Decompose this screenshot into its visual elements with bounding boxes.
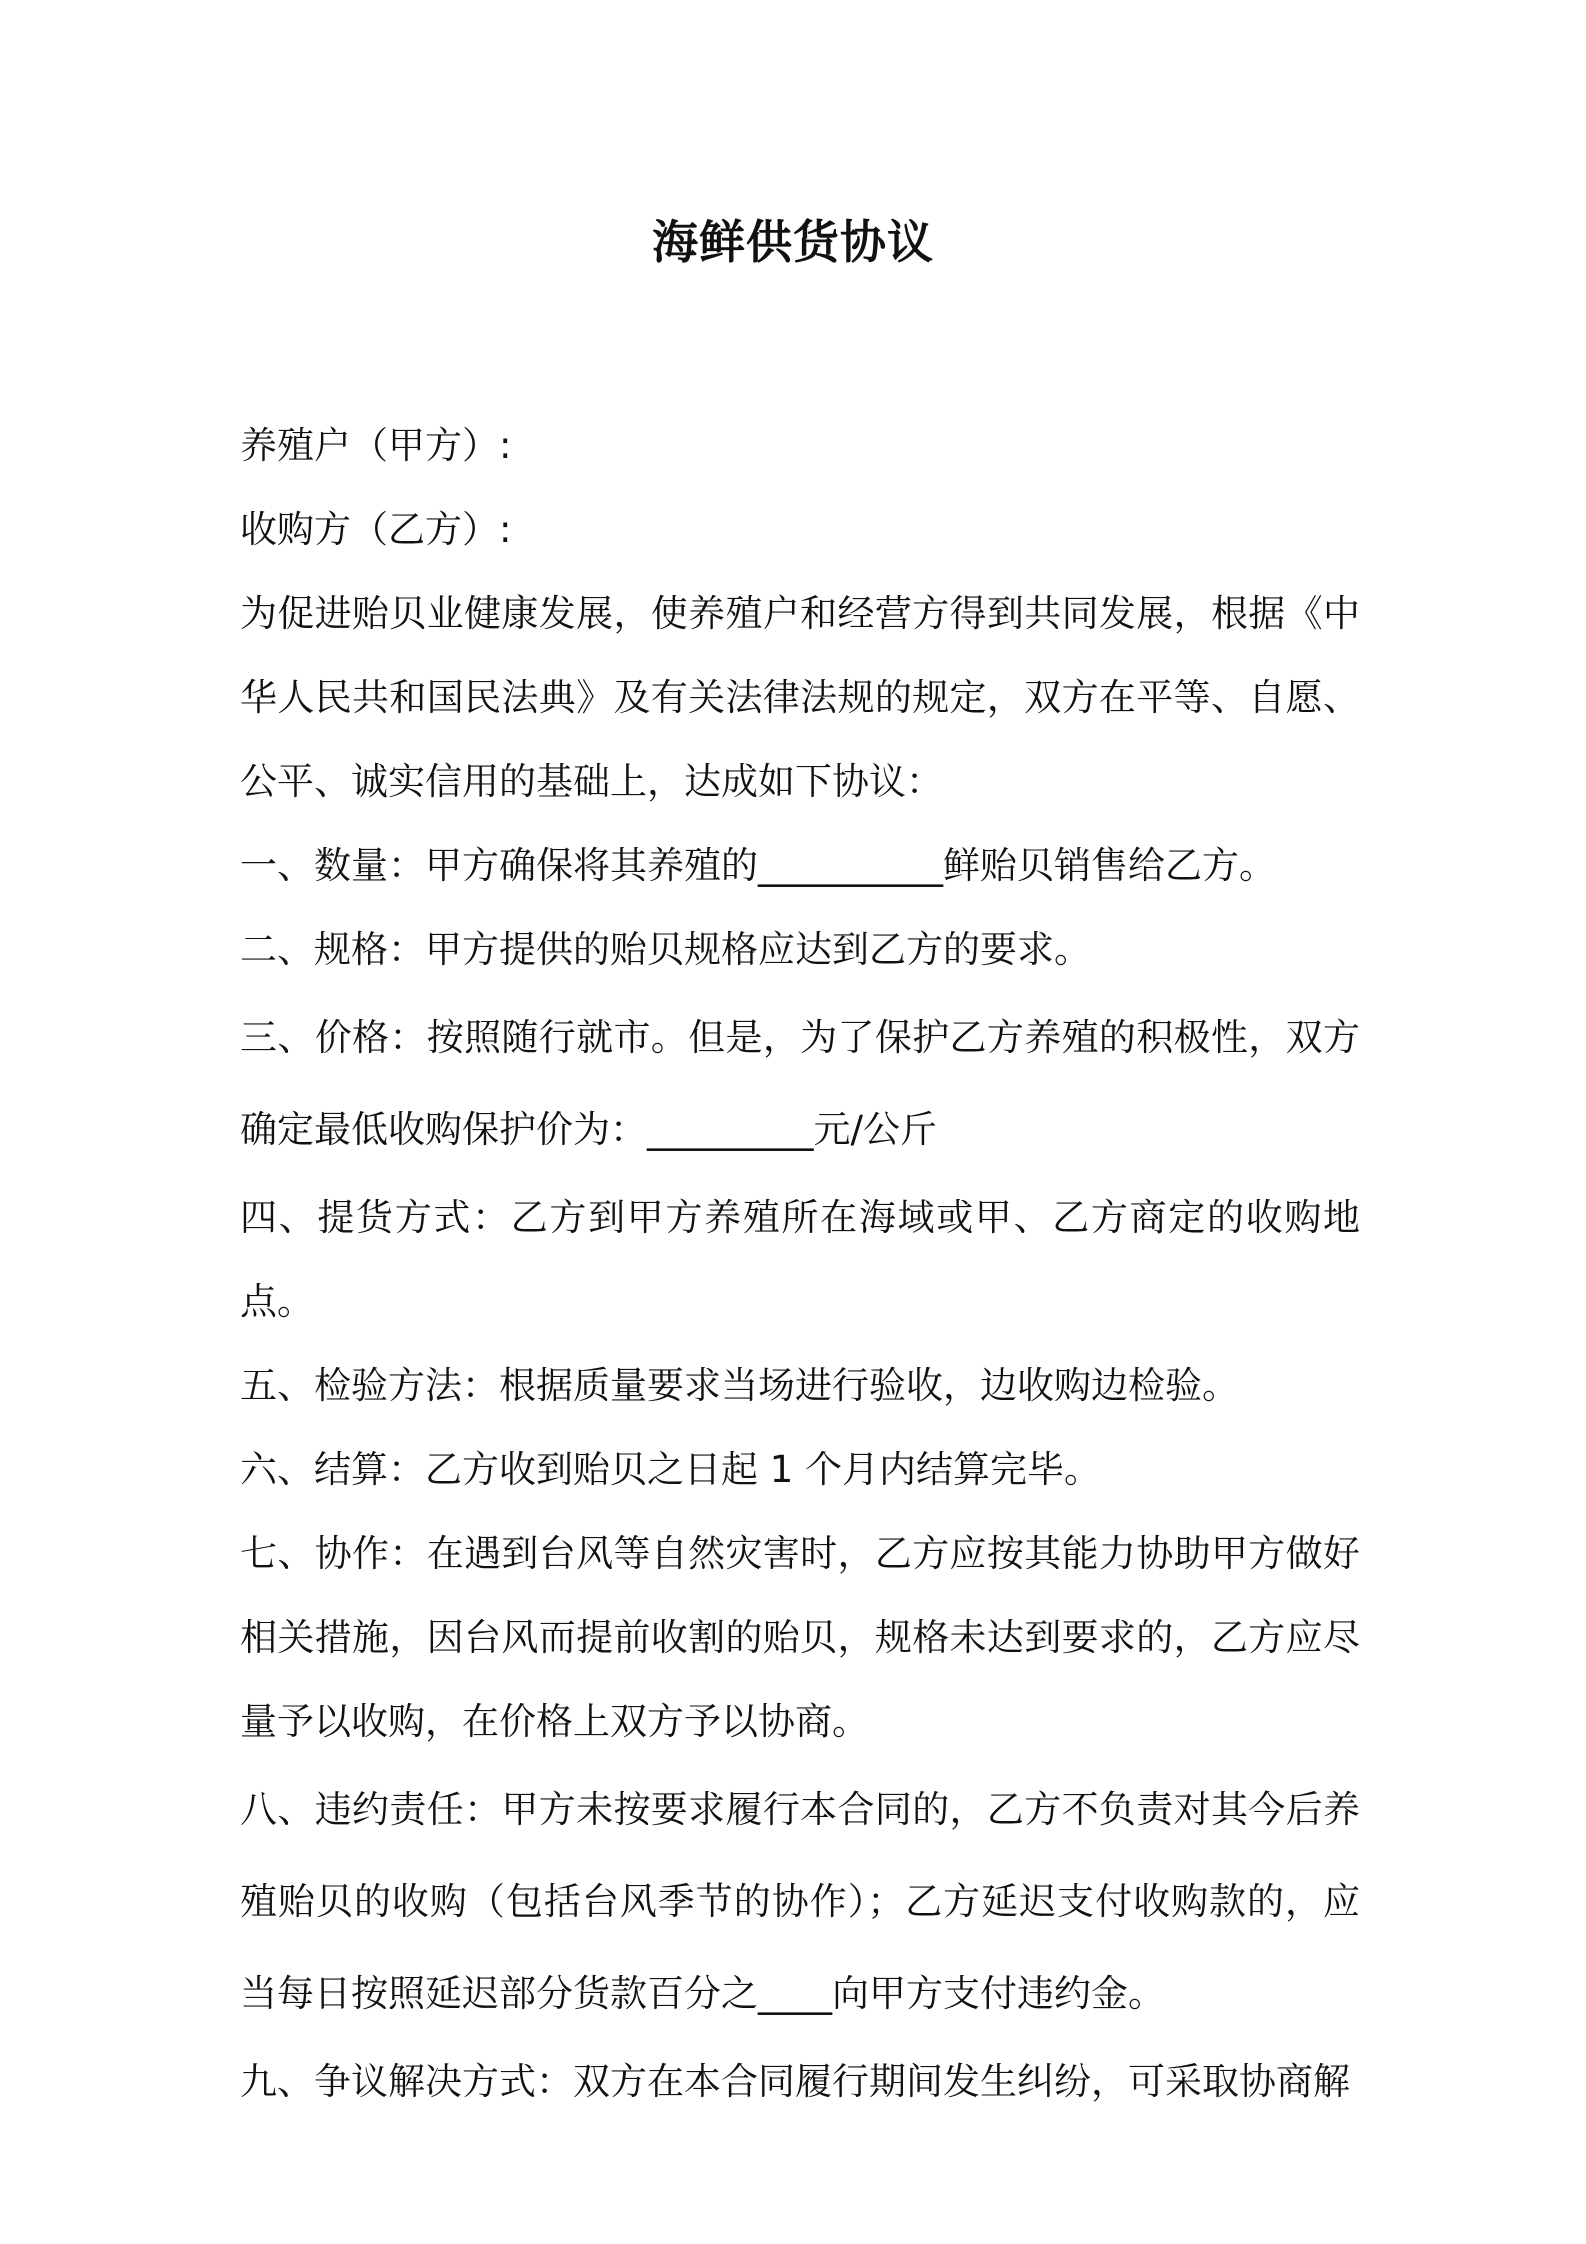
party-b-line: 收购方（乙方）: xyxy=(240,508,512,551)
document-body xyxy=(240,404,1360,2124)
clause-dispute: 九、争议解决方式：双方在本合同履行期间发生纠纷，可采取协商解 xyxy=(240,2060,1350,2103)
clause-specification: 二、规格：甲方提供的贻贝规格应达到乙方的要求。 xyxy=(240,928,1091,971)
clause-price: 三、价格：按照随行就市。但是，为了保护乙方养殖的积极性，双方确定最低收购保护价为：_________元/公斤 xyxy=(240,1016,1360,1151)
clause-liability: 八、违约责任：甲方未按要求履行本合同的，乙方不负责对其今后养殖贻贝的收购（包括台风季节的协作）；乙方延迟支付收购款的，应当每日按照延迟部分货款百分之____向甲方支付违约金。 xyxy=(240,1788,1360,2015)
clause-inspection: 五、检验方法：根据质量要求当场进行验收，边收购边检验。 xyxy=(240,1364,1239,1407)
clause-cooperation: 七、协作：在遇到台风等自然灾害时，乙方应按其能力协助甲方做好相关措施，因台风而提前收割的贻贝，规格未达到要求的，乙方应尽量予以收购，在价格上双方予以协商。 xyxy=(240,1532,1360,1743)
preamble-paragraph: 为促进贻贝业健康发展，使养殖户和经营方得到共同发展，根据《中华人民共和国民法典》及有关法律法规的规定，双方在平等、自愿、公平、诚实信用的基础上，达成如下协议： xyxy=(240,592,1360,803)
clause-settlement: 六、结算：乙方收到贻贝之日起 1 个月内结算完毕。 xyxy=(240,1448,1102,1491)
clause-quantity: 一、数量：甲方确保将其养殖的__________鲜贻贝销售给乙方。 xyxy=(240,844,1276,887)
clause-delivery: 四、提货方式：乙方到甲方养殖所在海域或甲、乙方商定的收购地点。 xyxy=(240,1196,1360,1323)
party-a-line: 养殖户（甲方）: xyxy=(240,424,512,467)
document-title: 海鲜供货协议 xyxy=(652,215,934,269)
